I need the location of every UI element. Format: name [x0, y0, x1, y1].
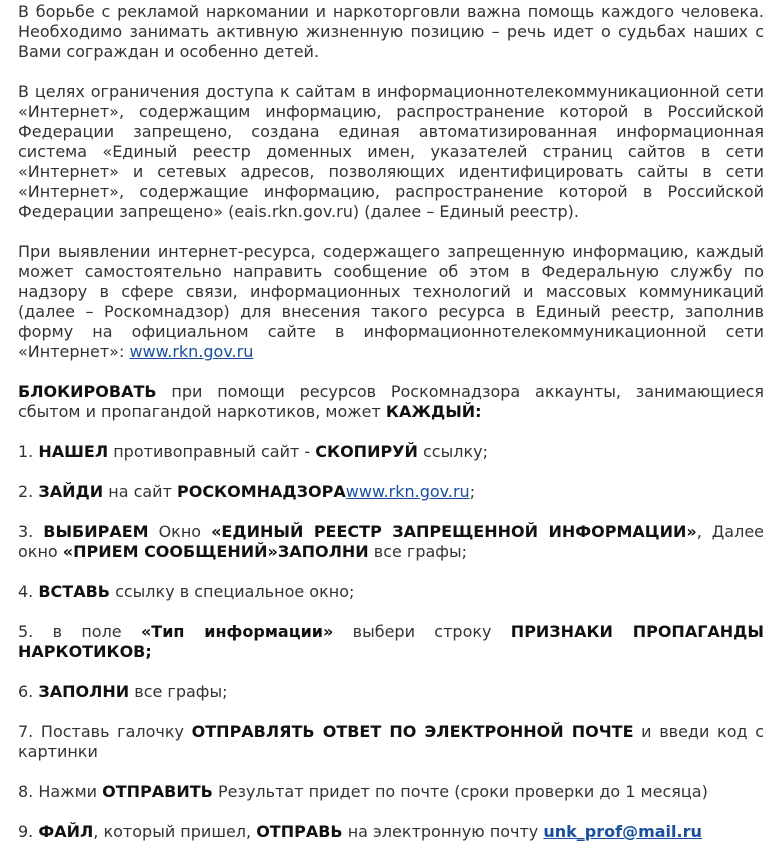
rkn-site-link[interactable]: www.rkn.gov.ru	[129, 342, 254, 361]
step-6-bold-fill: ЗАПОЛНИ	[38, 682, 130, 701]
step-6	[18, 682, 764, 702]
step-7-bold-send-reply: ОТПРАВЛЯТЬ ОТВЕТ ПО ЭЛЕКТРОННОЙ ПОЧТЕ	[191, 722, 634, 741]
step-8	[18, 782, 764, 802]
step-3-bold-choose: ВЫБИРАЕМ	[43, 522, 149, 541]
step-5-bold-signs: ПРИЗНАКИ ПРОПАГАНДЫ НАРКОТИКОВ;	[18, 622, 764, 661]
contact-email-link[interactable]: unk_prof@mail.ru	[543, 822, 702, 841]
step-1-bold-found: НАШЕЛ	[38, 442, 109, 461]
step-7-number: 7. Поставь галочку	[18, 722, 192, 741]
step-3-bold-reception: «ПРИЕМ СООБЩЕНИЙ»ЗАПОЛНИ	[62, 542, 369, 561]
step-2	[18, 482, 764, 502]
intro-paragraph-1: В борьбе с рекламой наркомании и наркоторговли важна помощь каждого человека. Необходимо занимать активную жизненную позицию – речь идет о судьбах наших с Вами сограждан и особенно детей.	[18, 2, 764, 61]
step-1-number: 1.	[18, 442, 39, 461]
lead-text: при помощи ресурсов Роскомнадзора аккаунты, занимающиеся сбытом и пропагандой наркотиков, может	[18, 382, 764, 421]
lead-bold-block: БЛОКИРОВАТЬ	[18, 382, 157, 401]
step-1-bold-copy: СКОПИРУЙ	[315, 442, 418, 461]
step-5	[18, 622, 764, 662]
step-9-bold-send: ОТПРАВЬ	[256, 822, 343, 841]
step-2-tail: ;	[469, 482, 476, 501]
step-9-text-1: , который пришел,	[93, 822, 257, 841]
step-3	[18, 522, 764, 562]
step-4	[18, 582, 764, 602]
lead-bold-everyone: КАЖДЫЙ:	[385, 402, 482, 421]
step-4-bold-paste: ВСТАВЬ	[38, 582, 110, 601]
step-9-number: 9.	[18, 822, 39, 841]
step-1	[18, 442, 764, 462]
step-6-number: 6.	[18, 682, 39, 701]
step-2-text: на сайт	[103, 482, 177, 501]
intro-paragraph-3	[18, 242, 764, 362]
step-5-bold-info-type: «Тип информации»	[140, 622, 334, 641]
step-7	[18, 722, 764, 762]
step-1-tail: ссылку;	[417, 442, 488, 461]
step-4-number: 4.	[18, 582, 39, 601]
step-2-rkn-link[interactable]: www.rkn.gov.ru	[345, 482, 470, 501]
step-5-number: 5. в поле	[18, 622, 141, 641]
step-3-tail: все графы;	[368, 542, 467, 561]
step-6-text: все графы;	[129, 682, 228, 701]
step-4-text: ссылку в специальное окно;	[109, 582, 355, 601]
step-8-number: 8. Нажми	[18, 782, 103, 801]
step-8-text: Результат придет по почте (сроки проверки до 1 месяца)	[212, 782, 708, 801]
step-9	[18, 822, 764, 842]
step-9-bold-file: ФАЙЛ	[38, 822, 94, 841]
intro-paragraph-2: В целях ограничения доступа к сайтам в информационнотелекоммуникационной сети «Интернет», содержащим информацию, распространение которой в Российской Федерации запрещено, создана единая автоматизированная информационная система «Единый реестр доменных имен, указателей страниц сайтов в сети «Интернет» и сетевых адресов, позволяющих идентифицировать сайты в сети «Интернет», содержащие информацию, распространение которой в Российской Федерации запрещено» (eais.rkn.gov.ru) (далее – Единый реестр).	[18, 82, 764, 221]
step-3-text-2: , Далее окно	[18, 522, 765, 561]
step-3-text-1: Окно	[148, 522, 212, 541]
lead-paragraph	[18, 382, 764, 422]
step-9-text-2: на электронную почту	[342, 822, 544, 841]
step-2-bold-rkn: РОСКОМНАДЗОРА	[176, 482, 346, 501]
step-5-text: выбери строку	[333, 622, 511, 641]
step-2-bold-go: ЗАЙДИ	[38, 482, 104, 501]
intro-paragraph-3-text: При выявлении интернет-ресурса, содержащего запрещенную информацию, каждый может самостоятельно направить сообщение об этом в Федеральную службу по надзору в сфере связи, информационных технологий и массовых коммуникаций (далее – Роскомнадзор) для внесения такого ресурса в Единый реестр, заполнив форму на официальном сайте в информационнотелекоммуникационной сети «Интернет»:	[18, 242, 764, 361]
step-2-number: 2.	[18, 482, 39, 501]
step-7-text: и введи код с картинки	[18, 722, 765, 761]
step-8-bold-send: ОТПРАВИТЬ	[102, 782, 213, 801]
step-3-number: 3.	[18, 522, 44, 541]
step-1-text: противоправный сайт -	[108, 442, 316, 461]
step-3-bold-registry: «ЕДИНЫЙ РЕЕСТР ЗАПРЕЩЕННОЙ ИНФОРМАЦИИ»	[211, 522, 697, 541]
